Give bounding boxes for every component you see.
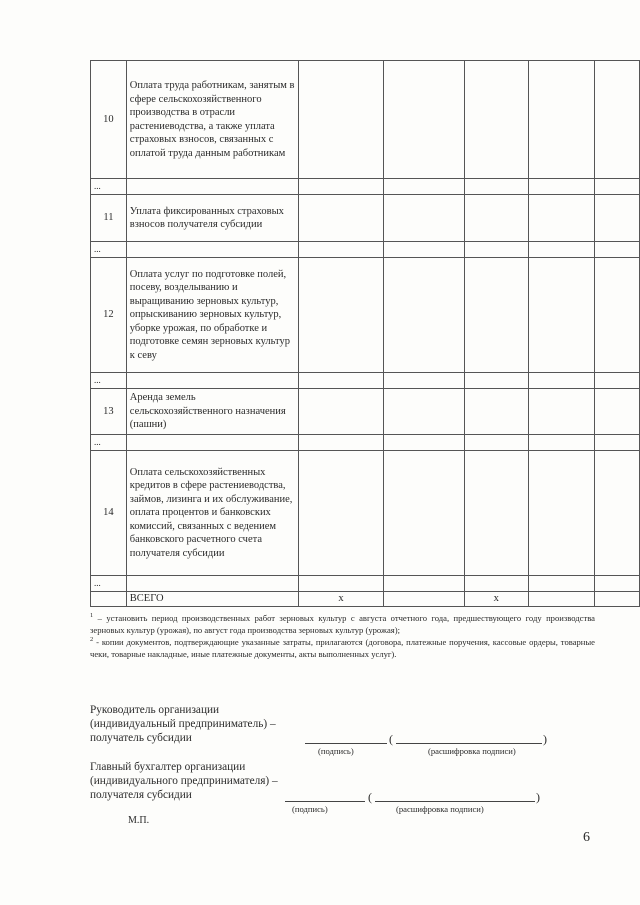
head-signature-line [305,743,387,744]
table-row [91,576,640,592]
stamp-place-label: М.П. [128,815,150,826]
table-row [91,389,640,435]
accountant-signature-block [90,760,278,802]
table-row [91,242,640,258]
row-number: 10 [91,61,127,179]
row-ellipsis: ... [91,179,127,195]
head-caption-signature: (подпись) [318,746,354,756]
page-number: 6 [583,830,590,845]
head-signature-block [90,703,276,745]
row-description: Оплата труда работникам, занятым в сфере сельскохозяйственного производства в отрасли растениеводства, а также уплата страховых взносов, связанных с оплатой труда данным работникам [126,61,299,179]
footnote-2 [90,636,595,660]
row-ellipsis: ... [91,242,127,258]
footnote-2-mark: 2 [90,636,94,644]
footnote-1-text: – установить период производственных работ зерновых культур с августа отчетного года, предшествующего году производства зерновых культур (урожая), по август года производства зерновых культур (урожая); [90,613,595,635]
row-number: 11 [91,195,127,242]
row-description: Аренда земель сельскохозяйственного назначения (пашни) [126,389,299,435]
expenses-table [90,60,640,607]
row-description: Уплата фиксированных страховых взносов получателя субсидии [126,195,299,242]
accountant-signature-line [285,801,365,802]
accountant-paren-close: ) [536,790,540,804]
accountant-title-line2: (индивидуального предпринимателя) – [90,775,278,787]
footnote-1 [90,612,595,636]
table-row [91,61,640,179]
table-row [91,258,640,373]
row-ellipsis: ... [91,373,127,389]
footnote-1-mark: 1 [90,612,94,620]
row-number: 13 [91,389,127,435]
table-row [91,435,640,451]
table-row [91,179,640,195]
total-label: ВСЕГО [126,592,299,607]
head-title-line1: Руководитель организации [90,704,220,716]
accountant-title-line3: получателя субсидии [90,789,192,801]
total-cell-x: х [299,592,383,607]
accountant-paren-open: ( [368,790,372,804]
row-description: Оплата услуг по подготовке полей, посеву, возделыванию и выращиванию зерновых культур, опрыскиванию зерновых культур, уборке урожая, по обработке и подготовке семян зерновых культур к севу [126,258,299,373]
accountant-caption-decode: (расшифровка подписи) [396,804,484,814]
row-ellipsis: ... [91,576,127,592]
head-title-line2: (индивидуальный предприниматель) – [90,718,276,730]
head-paren-close: ) [543,732,547,746]
head-decode-line [396,743,542,744]
head-title-line3: получатель субсидии [90,732,192,744]
accountant-caption-signature: (подпись) [292,804,328,814]
total-row [91,592,640,607]
table-row [91,373,640,389]
head-caption-decode: (расшифровка подписи) [428,746,516,756]
head-paren-open: ( [389,732,393,746]
row-description: Оплата сельскохозяйственных кредитов в сфере растениеводства, займов, лизинга и их обслуживание, оплата процентов и банковских комиссий, связанных с ведением банковского расчетного счета получателя субсидии [126,451,299,576]
row-number: 12 [91,258,127,373]
table-row [91,195,640,242]
accountant-title-line1: Главный бухгалтер организации [90,761,246,773]
row-ellipsis: ... [91,435,127,451]
total-cell-x: х [464,592,528,607]
row-number: 14 [91,451,127,576]
table-row [91,451,640,576]
accountant-decode-line [375,801,535,802]
footnotes [90,612,595,660]
footnote-2-text: - копии документов, подтверждающие указанные затраты, прилагаются (договора, платежные поручения, кассовые ордеры, товарные чеки, товарные накладные, иные платежные документы, акты выполненных услуг). [90,637,595,659]
